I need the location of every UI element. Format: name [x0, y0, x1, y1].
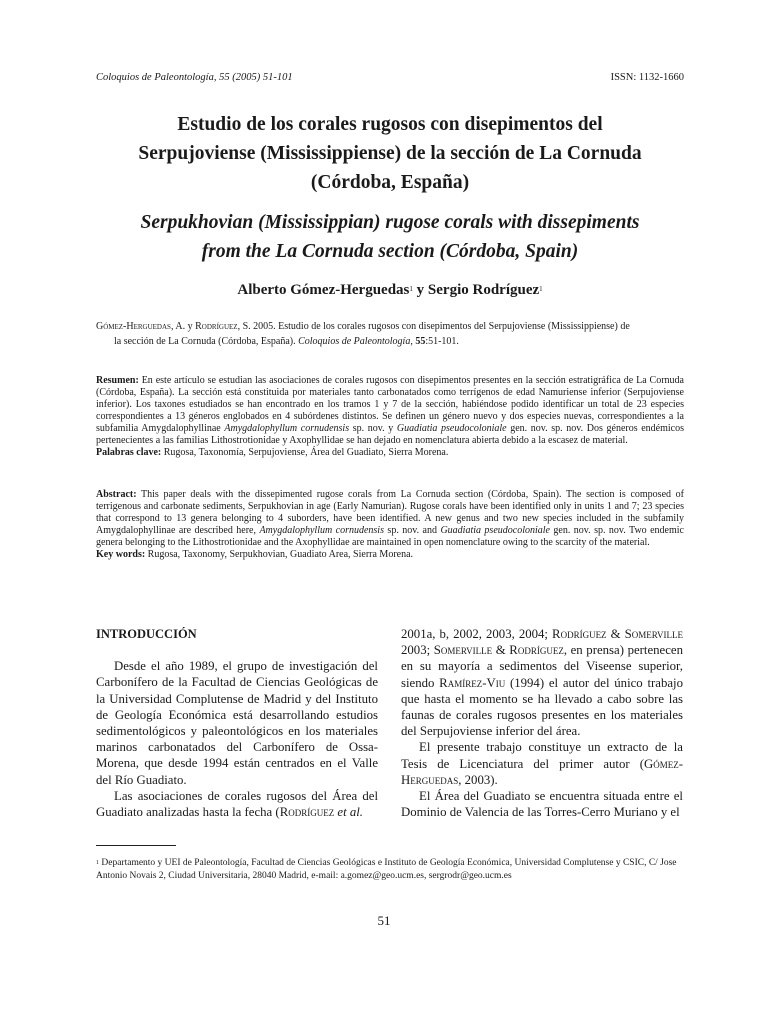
citation-author: Gómez-Herguedas [96, 321, 171, 332]
citation-volume: 55 [415, 335, 426, 347]
species-name: Amygdalophyllum cornudensis [224, 423, 350, 434]
right-column [401, 626, 683, 820]
cited-author: Somerville [624, 627, 683, 641]
cited-author: Ramírez-Viu [439, 675, 506, 690]
citation-text: la sección de La Cornuda (Córdoba, España). [114, 335, 299, 347]
title-en-line: Serpukhovian (Mississippian) rugose corals with dissepiments [140, 212, 640, 233]
journal-reference: Coloquios de Paleontología, 55 (2005) 51-101 [96, 72, 293, 83]
resumen-label: Resumen: [96, 375, 139, 386]
cited-author: Gómez-Herguedas [401, 756, 683, 787]
species-name: Amygdalophyllum cornudensis [259, 525, 384, 536]
paragraph: El Área del Guadiato se encuentra situada entre el Dominio de Valencia de las Torres-Cerro Muriano y el [401, 789, 683, 820]
cited-author: Rodríguez [509, 643, 564, 658]
title-en-line: from the La Cornuda section (Córdoba, Spain) [201, 241, 579, 262]
affiliation-marker: 1 [409, 285, 413, 293]
citation [96, 320, 684, 349]
species-name: Guadiatia pseudocoloniale [396, 423, 507, 434]
footnote [96, 857, 688, 883]
resumen-text: gen. nov. sp. nov. Dos géneros endémicos pertenecientes a las familias Lithostrotionidae y Axophyllidae se han dejado en nomenclatura abierta debido a la escasez de material. [96, 423, 685, 446]
citation-text: , A. y [170, 321, 196, 332]
title-es-line: Serpujoviense (Mississippiense) de la sección de La Cornuda [138, 143, 642, 164]
paragraph: El presente trabajo constituye un extracto de la Tesis de Licenciatura del primer autor (Gómez-Herguedas, 2003). [401, 740, 683, 787]
authors [96, 282, 684, 299]
keywords-label: Key words: [96, 549, 146, 560]
page-number: 51 [377, 913, 391, 928]
footnote-marker: 1 [96, 860, 99, 866]
left-column [96, 626, 378, 820]
cited-author: Rodríguez [279, 805, 335, 820]
author-connector: y [412, 282, 428, 298]
abstract-text: This paper deals with the dissepimented rugose corals from La Cornuda section (Córdoba, Spain). The section is composed of terrigenous and carbonate sediments, Serpukhovian in age (Early Namurian). Rugose corals have been identified only in units 1 and 7; 23 species that correspond to 13 genera belonging to 4 suborders, have been identified. A new genus and two new species included in the subfamily Amygdalophyllinae are described here, [96, 489, 684, 536]
abstract-label: Abstract: [96, 489, 137, 500]
et-al: et al. [337, 805, 364, 820]
footnote-text: Departamento y UEI de Paleontología, Facultad de Ciencias Geológicas e Instituto de Geología Económica, Universidad Complutense y CSIC, C/ Jose Antonio Novais 2, Ciudad Universitaria, 28040 Madrid, e-mail: a.gomez@geo.ucm.es, sergrodr@geo.ucm.es [96, 858, 677, 881]
author-name: Alberto Gómez-Herguedas [237, 282, 410, 298]
paragraph: Las asociaciones de corales rugosos del Área del Guadiato analizadas hasta la fecha (Rodríguez et al. [96, 788, 378, 820]
keywords-text: Rugosa, Taxonomía, Serpujoviense, Área del Guadiato, Sierra Morena. [161, 447, 449, 458]
title-es-line: Estudio de los corales rugosos con disepimentos del [177, 114, 603, 135]
cited-author: Somerville [433, 643, 493, 658]
section-heading: INTRODUCCIÓN [96, 627, 197, 641]
abstract [96, 489, 684, 561]
citation-author: Rodríguez [195, 321, 238, 332]
citation-text: , S. 2005. Estudio de los corales rugosos con disepimentos del Serpujoviense (Mississippiense) de [237, 321, 630, 332]
paragraph: 2001a, b, 2002, 2003, 2004; Rodríguez & Somerville 2003; Somerville & Rodríguez, en prensa) pertenecen en su mayoría a sedimentos del Viseense superior, siendo Ramírez-Viu (1994) el autor del único trabajo que hasta el momento se ha llevado a cabo sobre las faunas de corales rugosos presentes en los materiales del Serpujoviense inferior del área. [401, 627, 683, 739]
species-name: Guadiatia pseudocoloniale [440, 525, 550, 536]
title-spanish [96, 110, 684, 197]
abstract-text: sp. nov. and [383, 525, 441, 536]
abstract-text: gen. nov. sp. nov. Two endemic genera belonging to the Lithostrotionidae and the Axophyllidae are maintained in open nomenclature owing to the scarcity of the material. [96, 525, 684, 548]
paragraph: Desde el año 1989, el grupo de investigación del Carbonífero de la Facultad de Ciencias Geológicas de la Universidad Complutense de Madrid y del Instituto de Geología Económica está desarrollando estudios sedimentológicos y paleontológicos en los materiales marinos carbonatados del Carbonífero de Ossa-Morena, que desde 1994 están centrados en el Valle del Río Guadiato. [96, 659, 378, 787]
resumen-text: En este artículo se estudian las asociaciones de corales rugosos con disepimentos presentes en la sección estratigráfica de La Cornuda (Córdoba, España). La sección está constituida por materiales tanto carbonatados como terrígenos de edad Namuriense inferior (Serpujoviense inferior). Los taxones estudiados se han encontrado en los tramos 1 y 7 de la sección, habiéndose podido identificar un total de 23 especies correspondientes a 13 géneros englobados en 4 subórdenes distintos. Se definen un género nuevo y dos especies nuevas, correspondientes a la subfamilia Amygdalophyllinae [96, 375, 684, 434]
resumen [96, 375, 684, 459]
citation-text: , [410, 335, 416, 347]
title-es-line: (Córdoba, España) [310, 172, 470, 193]
resumen-text: sp. nov. y [349, 423, 397, 434]
title-english [96, 208, 684, 266]
author-name: Sergio Rodríguez [427, 282, 540, 298]
keywords-label: Palabras clave: [96, 447, 162, 458]
footnote-divider [96, 845, 176, 846]
affiliation-marker: 1 [539, 285, 543, 293]
citation-text: :51-101. [425, 335, 459, 347]
keywords-text: Rugosa, Taxonomy, Serpukhovian, Guadiato Area, Sierra Morena. [145, 549, 414, 560]
cited-author: Rodríguez [552, 627, 607, 641]
issn: ISSN: 1132-1660 [610, 72, 684, 83]
citation-journal: Coloquios de Paleontología [298, 335, 411, 347]
